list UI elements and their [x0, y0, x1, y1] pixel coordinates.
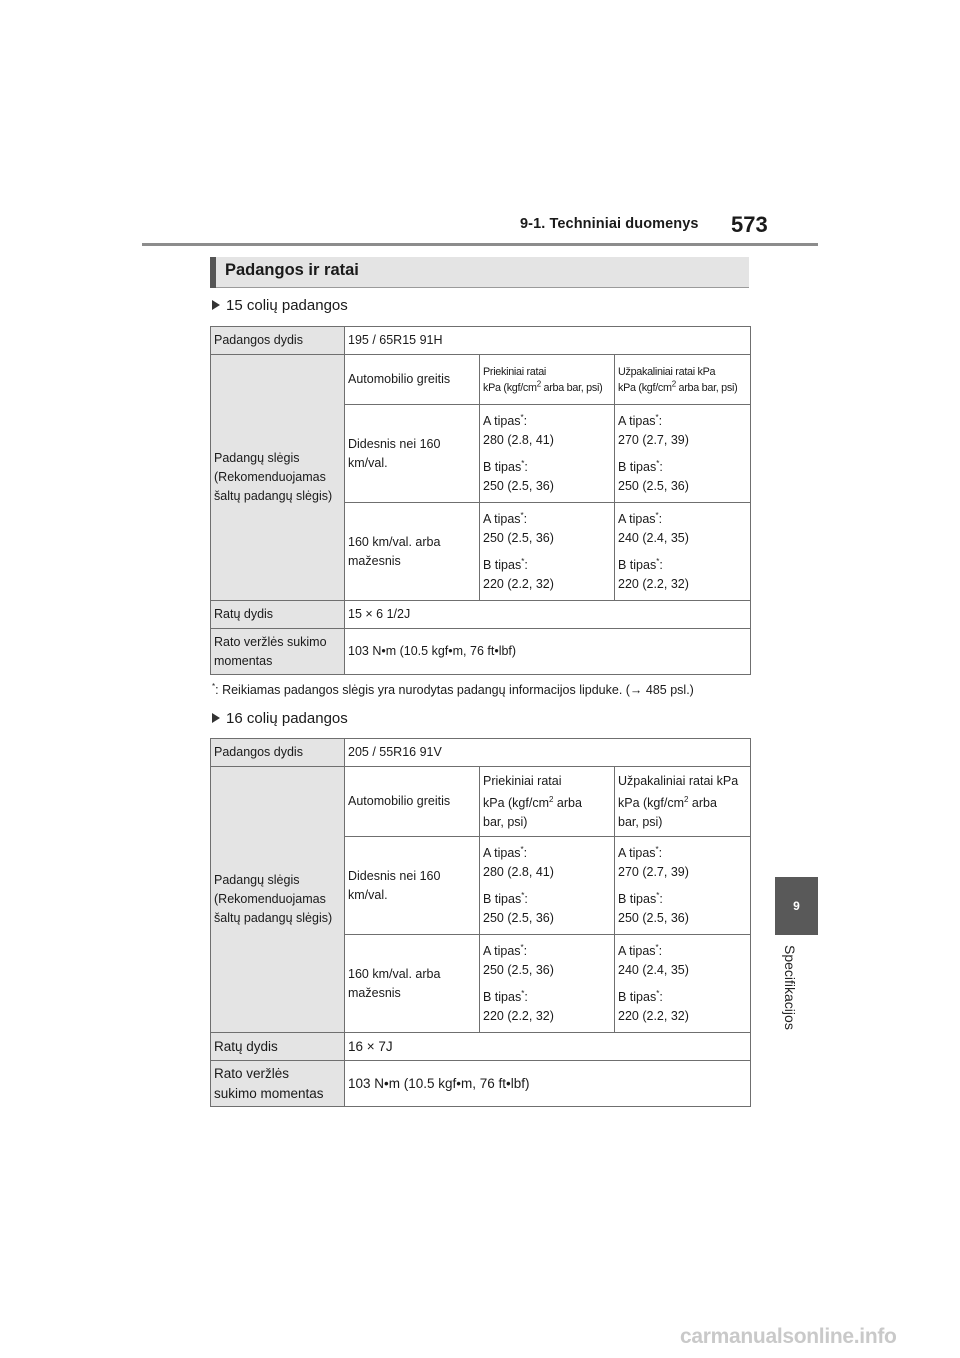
- front-pressure: A tipas*: 250 (2.5, 36) B tipas*: 220 (2.2, 32): [480, 935, 615, 1033]
- speed-value: 160 km/val. arba mažesnis: [345, 935, 480, 1033]
- table-row: [211, 767, 751, 837]
- chapter-title: 9-1. Techniniai duomenys: [520, 216, 699, 232]
- wheel-size-value: 15 × 6 1/2J: [345, 601, 751, 629]
- triangle-bullet-icon: [212, 713, 220, 723]
- torque-value: 103 N•m (10.5 kgf•m, 76 ft•lbf): [345, 629, 751, 675]
- wheel-size-label: Ratų dydis: [211, 1033, 345, 1061]
- torque-value: 103 N•m (10.5 kgf•m, 76 ft•lbf): [345, 1061, 751, 1107]
- table-row: [211, 355, 751, 405]
- speed-value: Didesnis nei 160 km/val.: [345, 837, 480, 935]
- watermark: carmanualsonline.info: [680, 1325, 897, 1348]
- rear-pressure: A tipas*: 270 (2.7, 39) B tipas*: 250 (2.5, 36): [615, 837, 751, 935]
- subhead-16-text: 16 colių padangos: [226, 710, 348, 727]
- wheel-size-value: 16 × 7J: [345, 1033, 751, 1061]
- rear-pressure: A tipas*: 240 (2.4, 35) B tipas*: 220 (2.2, 32): [615, 503, 751, 601]
- size-label: Padangos dydis: [211, 739, 345, 767]
- tire-15-table: [210, 326, 751, 675]
- tire-16-table: [210, 738, 751, 1107]
- wheel-size-label: Ratų dydis: [211, 601, 345, 629]
- table-row: [211, 327, 751, 355]
- front-header: Priekiniai ratai kPa ($kgf/cm^2$ arba bar, psi): [480, 355, 615, 405]
- speed-value: 160 km/val. arba mažesnis: [345, 503, 480, 601]
- pressure-label: Padangų slėgis (Rekomenduojamas šaltų padangų slėgis): [211, 355, 345, 601]
- rear-pressure: A tipas*: 270 (2.7, 39) B tipas*: 250 (2.5, 36): [615, 405, 751, 503]
- front-pressure: A tipas*: 280 (2.8, 41) B tipas*: 250 (2.5, 36): [480, 405, 615, 503]
- table-row: [211, 629, 751, 675]
- table-row: [211, 1061, 751, 1107]
- chapter-tab: 9: [775, 877, 818, 935]
- size-value: 195 / 65R15 91H: [345, 327, 751, 355]
- subhead-15-inch: [212, 297, 348, 314]
- rear-header: Užpakaliniai ratai kPa kPa ($kgf/cm^2$ arba bar, psi): [615, 767, 751, 837]
- page-number: 573: [731, 212, 768, 237]
- pressure-label: Padangų slėgis (Rekomenduojamas šaltų padangų slėgis): [211, 767, 345, 1033]
- section-title-text: Padangos ir ratai: [225, 261, 359, 279]
- header-rule: [142, 243, 818, 246]
- footnote: *: Reikiamas padangos slėgis yra nurodytas padangų informacijos lipduke. (→ 485 psl.): [212, 681, 694, 697]
- speed-value: Didesnis nei 160 km/val.: [345, 405, 480, 503]
- chapter-tab-label: Specifikacijos: [782, 945, 798, 1030]
- speed-header: Automobilio greitis: [345, 355, 480, 405]
- subhead-15-text: 15 colių padangos: [226, 297, 348, 314]
- front-pressure: A tipas*: 280 (2.8, 41) B tipas*: 250 (2.5, 36): [480, 837, 615, 935]
- subhead-16-inch: [212, 710, 348, 727]
- section-title-bar: [210, 257, 216, 288]
- rear-header: Užpakaliniai ratai kPa kPa ($kgf/cm^2$ arba bar, psi): [615, 355, 751, 405]
- triangle-bullet-icon: [212, 300, 220, 310]
- rear-pressure: A tipas*: 240 (2.4, 35) B tipas*: 220 (2.2, 32): [615, 935, 751, 1033]
- speed-header: Automobilio greitis: [345, 767, 480, 837]
- table-row: [211, 1033, 751, 1061]
- front-header: Priekiniai ratai kPa ($kgf/cm^2$ arba bar, psi): [480, 767, 615, 837]
- section-title: [210, 257, 749, 288]
- table-row: [211, 601, 751, 629]
- table-row: [211, 739, 751, 767]
- torque-label: Rato veržlės sukimo momentas: [211, 629, 345, 675]
- torque-label: Rato veržlės sukimo momentas: [211, 1061, 345, 1107]
- size-value: 205 / 55R16 91V: [345, 739, 751, 767]
- front-pressure: A tipas*: 250 (2.5, 36) B tipas*: 220 (2.2, 32): [480, 503, 615, 601]
- size-label: Padangos dydis: [211, 327, 345, 355]
